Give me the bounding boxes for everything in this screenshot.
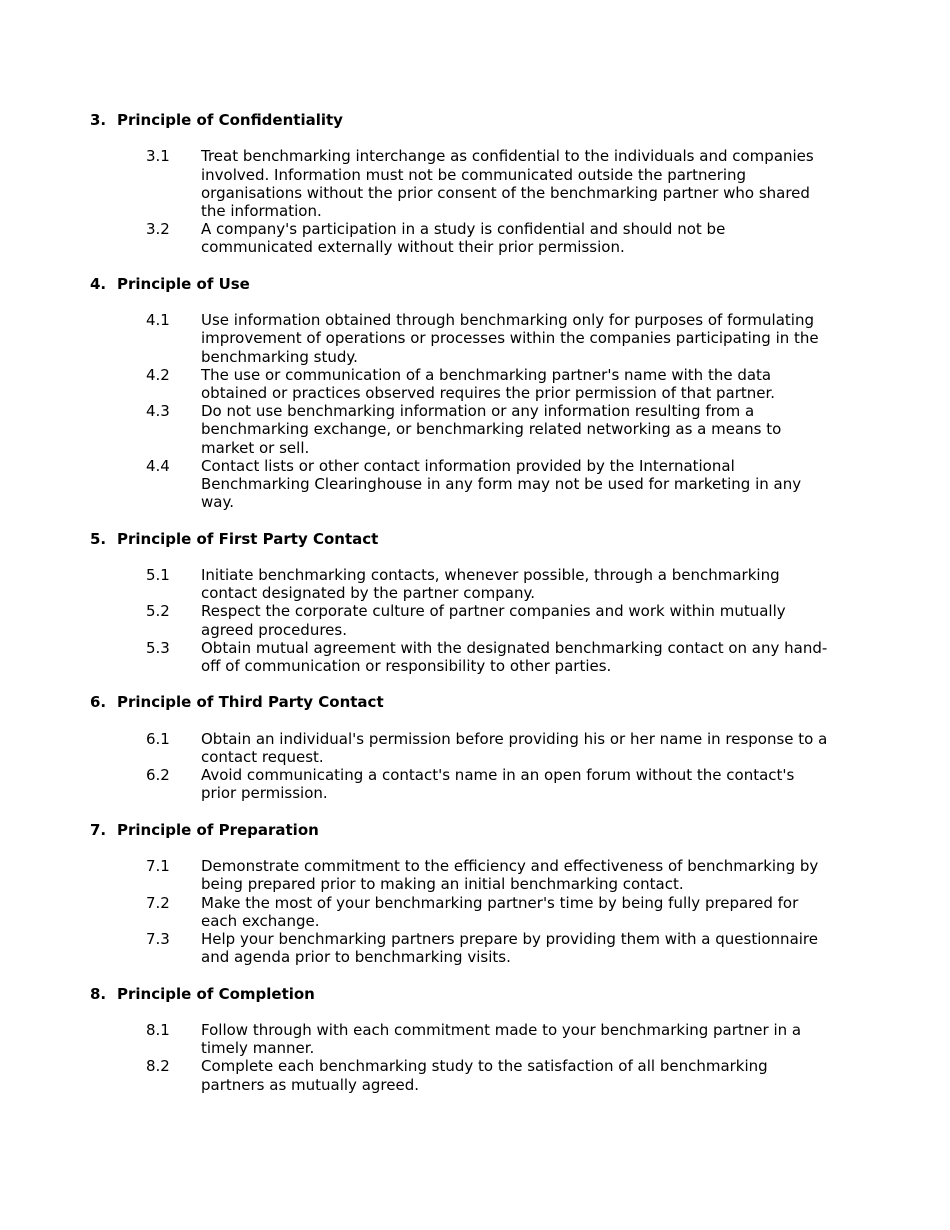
item-number: 7.3 [146,929,170,948]
section-number: 8. [90,984,107,1003]
item-text: Do not use benchmarking information or any information resulting from a benchmarking exchange, or benchmarking related networking as a means to market or sell. [201,402,782,457]
section-first-party-contact [0,530,950,676]
item-number: 7.2 [146,893,170,912]
section-title: Principle of Use [117,274,250,293]
list-item [0,457,861,512]
item-number: 4.2 [146,365,170,384]
item-text: Obtain mutual agreement with the designated benchmarking contact on any hand- off of communication or responsibility to other parties. [201,638,828,675]
list-item [0,566,861,602]
section-title: Principle of Confidentiality [117,111,343,129]
item-text: Help your benchmarking partners prepare by providing them with a questionnaire and agenda prior to benchmarking visits. [201,929,818,967]
item-number: 5.3 [146,638,170,657]
list-item [0,1021,861,1057]
section-title: Principle of First Party Contact [117,529,379,548]
item-number: 3.1 [146,147,170,166]
section-heading [90,821,950,839]
section-preparation [0,821,950,967]
item-text: Make the most of your benchmarking partner's time by being fully prepared for each exchange. [201,893,799,930]
list-item [0,639,861,675]
item-text: The use or communication of a benchmarking partner's name with the data obtained or practices observed requires the prior permission of that partner. [201,365,776,402]
section-number: 3. [90,111,107,129]
section-number: 4. [90,274,107,293]
list-item [0,402,861,457]
section-heading [90,111,950,129]
section-heading [90,693,950,711]
item-number: 6.1 [146,729,170,748]
item-number: 4.4 [146,456,170,475]
list-item [0,894,861,930]
item-text: Follow through with each commitment made to your benchmarking partner in a timely manner. [201,1020,802,1058]
section-heading [90,985,950,1003]
item-text: Use information obtained through benchmarking only for purposes of formulating improvement of operations or processes within the companies participating in the benchmarking study. [201,311,819,366]
list-item [0,220,861,256]
list-item [0,147,861,220]
item-number: 8.1 [146,1020,170,1039]
list-item [0,766,861,802]
list-item [0,602,861,638]
item-number: 8.2 [146,1057,170,1076]
item-text: Complete each benchmarking study to the satisfaction of all benchmarking partners as mutually agreed. [201,1057,768,1094]
item-text: Obtain an individual's permission before providing his or her name in response to a contact request. [201,729,828,766]
item-text: A company's participation in a study is confidential and should not be communicated externally without their prior permission. [201,220,726,257]
item-number: 6.2 [146,766,170,785]
section-confidentiality [0,111,950,257]
list-item [0,311,861,366]
item-text: Initiate benchmarking contacts, whenever possible, through a benchmarking contact designated by the partner company. [201,565,780,603]
item-text: Respect the corporate culture of partner companies and work within mutually agreed procedures. [201,602,786,639]
list-item [0,1057,861,1093]
item-number: 5.1 [146,565,170,584]
item-text: Treat benchmarking interchange as confidential to the individuals and companies involved. Information must not be communicated outside the partnering organisations without the prior consent of the benchmarking partner who shared the information. [201,147,814,220]
section-third-party-contact [0,693,950,802]
section-number: 5. [90,529,107,548]
list-item [0,930,861,966]
list-item [0,366,861,402]
list-item [0,730,861,766]
list-item [0,857,861,893]
item-number: 5.2 [146,602,170,621]
section-number: 7. [90,820,107,839]
document-page [0,111,950,1094]
section-heading [90,275,950,293]
section-completion [0,985,950,1094]
item-number: 3.2 [146,220,170,239]
item-number: 4.1 [146,311,170,330]
section-number: 6. [90,693,107,712]
section-title: Principle of Third Party Contact [117,693,384,712]
section-use [0,275,950,512]
item-text: Contact lists or other contact information provided by the International Benchmarking Clearinghouse in any form may not be used for marketing in any way. [201,456,802,512]
section-title: Principle of Completion [117,984,315,1003]
section-heading [90,530,950,548]
item-number: 7.1 [146,857,170,876]
item-text: Demonstrate commitment to the efficiency and effectiveness of benchmarking by being prepared prior to making an initial benchmarking contact. [201,857,819,894]
item-text: Avoid communicating a contact's name in an open forum without the contact's prior permission. [201,766,795,803]
section-title: Principle of Preparation [117,820,319,839]
item-number: 4.3 [146,402,170,421]
